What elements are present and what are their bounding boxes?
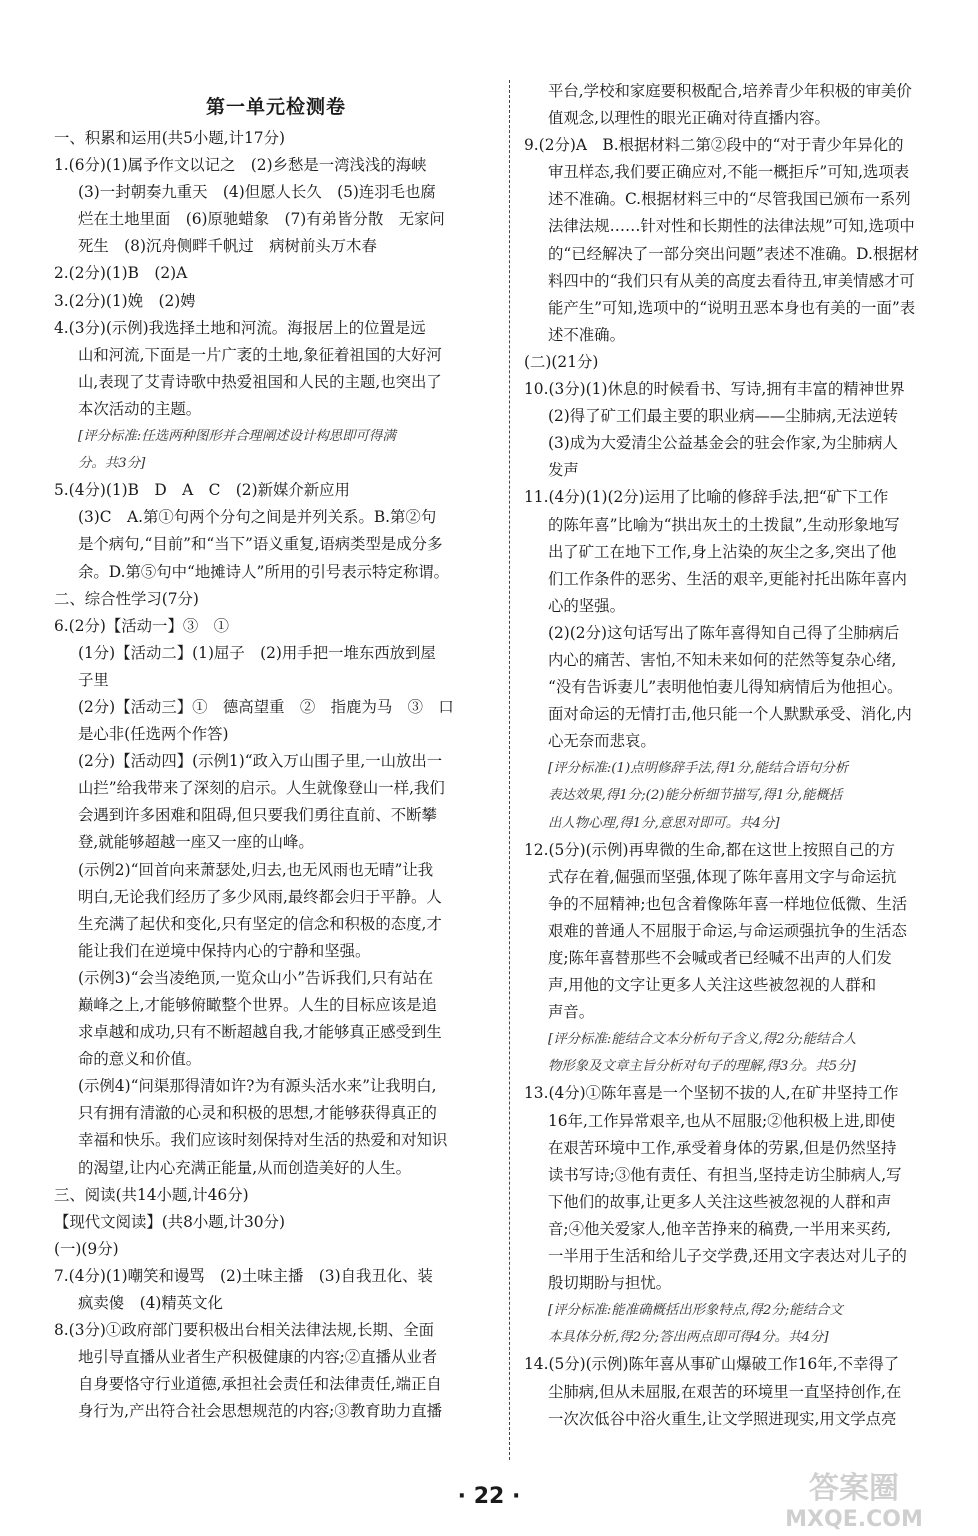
text-line: 一、积累和运用(共5小题,计17分) <box>54 129 285 147</box>
text-line: 发声 <box>548 461 579 480</box>
text-line: 心无奈而悲哀。 <box>548 732 656 751</box>
text-line: 是个病句,“目前”和“当下”语义重复,语病类型是成分多 <box>78 535 443 554</box>
left-answer-lines <box>54 125 498 1426</box>
text-line: 只有拥有清澈的心灵和积极的思想,才能够获得真正的 <box>78 1104 437 1123</box>
text-line: 的陈年喜”比喻为“拱出灰土的土拨鼠”,生动形象地写 <box>548 515 900 534</box>
text-line: 13.(4分)①陈年喜是一个坚韧不拔的人,在矿井坚持工作 <box>524 1084 899 1103</box>
text-line: 2.(2分)(1)B (2)A <box>54 264 188 283</box>
text-line: 物形象及文章主旨分析对句子的理解,得3分。共5分] <box>548 1059 856 1075</box>
svg-text:MXQE.COM: MXQE.COM <box>785 1507 923 1532</box>
text-line: (3)C A.第①句两个分句之间是并列关系。B.第②句 <box>78 508 437 527</box>
text-line: 死生 (8)沉舟侧畔千帆过 病树前头万木春 <box>78 237 377 256</box>
text-line: 疯卖傻 (4)精英文化 <box>78 1294 223 1313</box>
text-line: (示例3)“会当凌绝顶,一览众山小”告诉我们,只有站在 <box>78 968 434 987</box>
text-line: (2)得了矿工们最主要的职业病——尘肺病,无法逆转 <box>548 407 898 426</box>
text-line: 内心的痛苦、害怕,不知未来如何的茫然等复杂心绪, <box>548 650 897 669</box>
text-line: 声,用他的文字让更多人关注这些被忽视的人群和 <box>548 976 877 995</box>
text-line: 度;陈年喜替那些不会喊或者已经喊不出声的人们发 <box>548 949 892 967</box>
text-line: 12.(5分)(示例)再卑微的生命,都在这世上按照自己的方 <box>524 840 895 859</box>
text-line: 10.(3分)(1)休息的时候看书、写诗,拥有丰富的精神世界 <box>524 380 905 399</box>
text-line: 值观念,以理性的眼光正确对待直播内容。 <box>548 109 830 128</box>
text-line: (3)成为大爱清尘公益基金会的驻会作家,为尘肺病人 <box>548 434 898 453</box>
text-line: 尘肺病,但从未屈服,在艰苦的环境里一直坚持创作,在 <box>548 1382 902 1401</box>
text-line: 能让我们在逆境中保持内心的宁静和坚强。 <box>78 941 371 960</box>
text-line: 表达效果,得1分;(2)能分析细节描写,得1分,能概括 <box>548 788 843 804</box>
text-line: 音;④他关爱家人,他辛苦挣来的稿费,一半用来买药, <box>548 1219 892 1238</box>
text-line: 6.(2分)【活动一】③ ① <box>54 616 230 635</box>
text-line: 14.(5分)(示例)陈年喜从事矿山爆破工作16年,不幸得了 <box>524 1355 900 1374</box>
text-line: (1分)【活动二】(1)屈子 (2)用手把一堆东西放到屋 <box>78 643 436 662</box>
text-line: [评分标准:任选两种图形并合理阐述设计构思即可得满 <box>78 429 396 445</box>
text-line: 出了矿工在地下工作,身上沾染的灰尘之多,突出了他 <box>548 542 897 561</box>
text-line: 一次次低谷中浴火重生,让文学照进现实,用文学点亮 <box>548 1409 897 1428</box>
text-line: (示例2)“回首向来萧瑟处,归去,也无风雨也无晴”让我 <box>78 860 434 879</box>
page-title: 第一单元检测卷 <box>205 96 346 118</box>
text-line: 16年,工作异常艰辛,也从不屈服;②他积极上进,即使 <box>548 1111 896 1130</box>
text-line: 二、综合性学习(7分) <box>54 589 199 608</box>
text-line: 艰难的普通人不屈服于命运,与命运顽强抗争的生活态 <box>548 921 907 940</box>
text-line: [评分标准:能结合文本分析句子含义,得2分;能结合人 <box>548 1032 857 1048</box>
text-line: 烂在土地里面 (6)原驰蜡象 (7)有弟皆分散 无家问 <box>78 210 445 229</box>
text-line: 求卓越和成功,只有不断超越自我,才能够真正感受到生 <box>78 1023 442 1042</box>
text-line: 【现代文阅读】(共8小题,计30分) <box>54 1212 285 1231</box>
page-number: · 22 · <box>457 1484 521 1509</box>
text-line: [评分标准:能准确概括出形象特点,得2分;能结合文 <box>548 1303 843 1319</box>
text-line: 述不准确。 <box>548 325 625 344</box>
text-line: 明白,无论我们经历了多少风雨,最终都会归于平静。人 <box>78 887 442 906</box>
text-line: 们工作条件的恶劣、生活的艰辛,更能衬托出陈年喜内 <box>548 569 907 588</box>
text-line: 分。共3分] <box>78 456 146 472</box>
text-line: 的渴望,让内心充满正能量,从而创造美好的人生。 <box>78 1158 411 1177</box>
text-line: (2分)【活动三】① 德高望重 ② 指鹿为马 ③ 口 <box>78 697 454 716</box>
text-line: 3.(2分)(1)娩 (2)娉 <box>54 291 196 310</box>
text-line: 述不准确。C.根据材料三中的“尽管我国已颁布一系列 <box>548 190 911 209</box>
text-line: 本次活动的主题。 <box>78 399 202 418</box>
right-answer-lines <box>524 78 944 1433</box>
text-line: 11.(4分)(1)(2分)运用了比喻的修辞手法,把“矿下工作 <box>524 488 889 507</box>
text-line: (示例4)“问渠那得清如许?为有源头活水来”让我明白, <box>78 1077 437 1096</box>
text-line: 三、阅读(共14小题,计46分) <box>54 1185 249 1204</box>
watermark-logo <box>744 1466 964 1532</box>
text-line: 在艰苦环境中工作,承受着身体的劳累,但是仍然坚持 <box>548 1138 897 1157</box>
text-line: 本具体分析,得2分;答出两点即可得4分。共4分] <box>548 1330 829 1346</box>
text-line: 身行为,产出符合社会思想规范的内容;③教育助力直播 <box>78 1402 443 1421</box>
text-line: 读书写诗;③他有责任、有担当,坚持走访尘肺病人,写 <box>548 1165 902 1184</box>
text-line: (3)一封朝奏九重天 (4)但愿人长久 (5)连羽毛也腐 <box>78 183 436 202</box>
text-line: 8.(3分)①政府部门要积极出台相关法律法规,长期、全面 <box>54 1321 434 1340</box>
text-line: 子里 <box>78 670 109 689</box>
text-line: 能产生”可知,选项中的“说明丑恶本身也有美的一面”表 <box>548 298 916 317</box>
text-line: 自身要恪守行业道德,承担社会责任和法律责任,端正自 <box>78 1375 442 1394</box>
column-divider <box>509 80 510 1460</box>
text-line: 争的不屈精神;也包含着像陈年喜一样地位低微、生活 <box>548 894 908 913</box>
text-line: 面对命运的无情打击,他只能一个人默默承受、消化,内 <box>548 705 912 724</box>
text-line: (一)(9分) <box>54 1239 119 1258</box>
text-line: (二)(21分) <box>524 352 599 371</box>
text-line: [评分标准:(1)点明修辞手法,得1分,能结合语句分析 <box>548 761 849 777</box>
text-line: 出人物心理,得1分,意思对即可。共4分] <box>548 815 780 831</box>
text-line: “没有告诉妻儿”表明他怕妻儿得知病情后为他担心。 <box>548 678 903 697</box>
svg-text:答案圈: 答案圈 <box>809 1471 899 1506</box>
text-line: 地引导直播从业者生产积极健康的内容;②直播从业者 <box>78 1348 438 1367</box>
text-line: 平台,学校和家庭要积极配合,培养青少年积极的审美价 <box>548 82 912 100</box>
text-line: 登,就能够超越一座又一座的山峰。 <box>78 833 314 852</box>
text-line: 一半用于生活和给儿子交学费,还用文字表达对儿子的 <box>548 1247 907 1266</box>
right-column <box>524 78 944 1433</box>
text-line: 会遇到许多困难和阻碍,但只要我们勇往直前、不断攀 <box>78 806 437 825</box>
text-line: 幸福和快乐。我们应该时刻保持对生活的热爱和对知识 <box>78 1131 448 1150</box>
text-line: 审丑样态,我们要正确应对,不能一概拒斥”可知,选项表 <box>548 163 910 182</box>
text-line: 式存在着,倔强而坚强,体现了陈年喜用文字与命运抗 <box>548 867 897 886</box>
text-line: (2分)【活动四】(示例1)“政入万山围子里,一山放出一 <box>78 752 443 771</box>
text-line: 巅峰之上,才能够俯瞰整个世界。人生的目标应该是追 <box>78 996 437 1014</box>
text-line: 料四中的“我们只有从美的高度去看待丑,审美情感才可 <box>548 271 915 290</box>
text-line: 4.(3分)(示例)我选择土地和河流。海报居上的位置是远 <box>54 318 426 337</box>
text-line: 法律法规……针对性和长期性的法律法规”可知,选项中 <box>548 217 915 236</box>
text-line: (2)(2分)这句话写出了陈年喜得知自己得了尘肺病后 <box>548 623 900 642</box>
text-line: 7.(4分)(1)嘲笑和谩骂 (2)土味主播 (3)自我丑化、装 <box>54 1266 433 1285</box>
text-line: 下他们的故事,让更多人关注这些被忽视的人群和声 <box>548 1192 892 1211</box>
text-line: 声音。 <box>548 1003 595 1022</box>
text-line: 的“已经解决了一部分突出问题”表述不准确。D.根据材 <box>548 244 920 263</box>
text-line: 心的坚强。 <box>548 596 625 615</box>
text-line: 余。D.第⑤句中“地摊诗人”所用的引号表示特定称谓。 <box>78 562 450 581</box>
text-line: 山和河流,下面是一片广袤的土地,象征着祖国的大好河 <box>78 345 442 364</box>
text-line: 山,表现了艾青诗歌中热爱祖国和人民的主题,也突出了 <box>78 372 442 391</box>
text-line: 1.(6分)(1)属予作文以记之 (2)乡愁是一湾浅浅的海峡 <box>54 156 427 175</box>
text-line: 9.(2分)A B.根据材料二第②段中的“对于青少年异化的 <box>524 136 904 155</box>
left-column <box>54 78 498 1426</box>
text-line: 5.(4分)(1)B D A C (2)新媒介新应用 <box>54 481 350 500</box>
text-line: 生充满了起伏和变化,只有坚定的信念和积极的态度,才 <box>78 914 442 933</box>
text-line: 山拦”给我带来了深刻的启示。人生就像登山一样,我们 <box>78 779 445 798</box>
text-line: 命的意义和价值。 <box>78 1050 202 1069</box>
text-line: 殷切期盼与担忧。 <box>548 1274 672 1293</box>
text-line: 是心非(任选两个作答) <box>78 725 229 744</box>
